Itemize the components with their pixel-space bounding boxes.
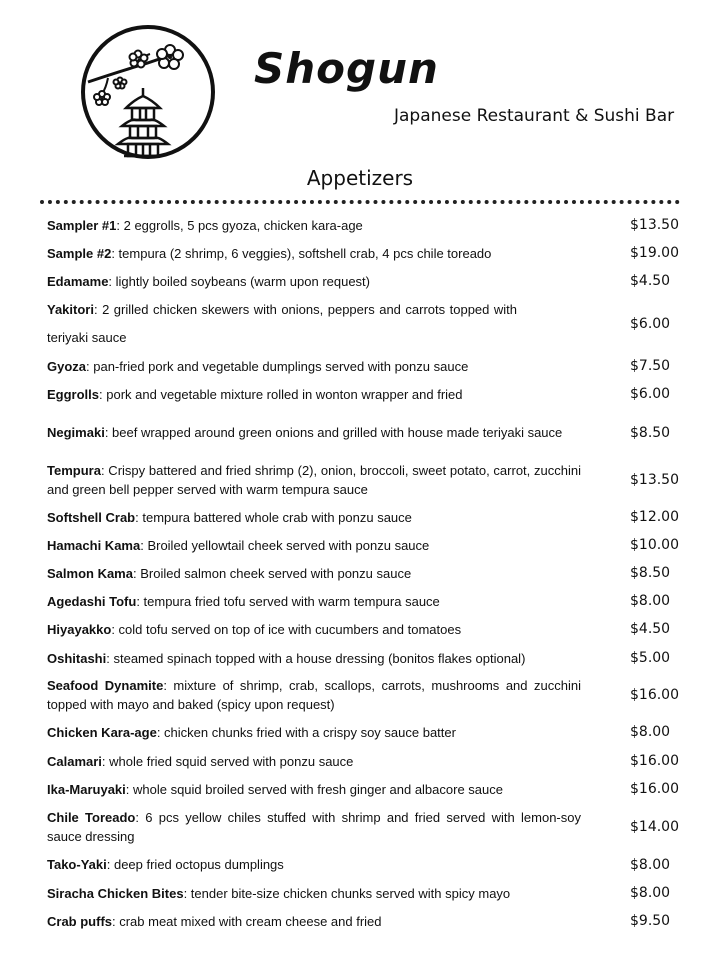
menu-item-price: $16.00 [630, 753, 679, 769]
menu-item-text: : deep fried octopus dumplings [106, 857, 284, 872]
menu-item-description [47, 461, 581, 499]
menu-item-description [47, 676, 581, 714]
menu-item-description [47, 508, 581, 527]
menu-item-price: $16.00 [630, 687, 679, 703]
menu-item-price: $8.00 [630, 885, 671, 901]
menu-item-name: Hiyayakko [47, 621, 112, 637]
menu-item-name: Edamame [47, 273, 109, 289]
menu-item-price: $9.50 [630, 913, 671, 929]
menu-item [47, 380, 687, 408]
menu-item-name: Sample #2 [47, 245, 112, 261]
menu-item [47, 775, 687, 803]
menu-item-price: $7.50 [630, 358, 671, 374]
menu-item-text: : 2 grilled chicken skewers with onions, peppers and carrots topped with teriyaki sauce [47, 301, 517, 345]
menu-item-name: Agedashi Tofu [47, 593, 137, 609]
menu-item-price: $8.00 [630, 856, 671, 873]
menu-item-name: Oshitashi [47, 650, 107, 666]
menu-item-description [47, 385, 581, 404]
menu-item-price: $8.50 [630, 424, 671, 441]
menu-item-description [47, 912, 581, 931]
menu-item-description [47, 216, 581, 235]
menu-item-description [47, 564, 581, 583]
menu-item [47, 267, 687, 295]
menu-item-description [47, 423, 581, 442]
menu-item-description [47, 357, 581, 376]
menu-item-name: Yakitori [47, 301, 94, 317]
menu-item-description [47, 536, 581, 555]
pagoda-blossom-logo-icon [78, 22, 218, 162]
menu-item-text: : lightly boiled soybeans (warm upon request) [108, 273, 371, 289]
menu-item-price: $19.00 [630, 245, 679, 261]
menu-item-description [47, 808, 581, 846]
menu-item [47, 673, 687, 717]
menu-item-text: : Broiled salmon cheek served with ponzu sauce [132, 565, 412, 581]
menu-item-price: $10.00 [630, 537, 679, 553]
menu-item-name: Siracha Chicken Bites [47, 885, 184, 901]
menu-item [47, 907, 687, 935]
menu-item-text: : cold tofu served on top of ice with cucumbers and tomatoes [111, 621, 462, 637]
menu-item [47, 531, 687, 559]
menu-item [47, 587, 687, 615]
menu-item-description [47, 296, 517, 352]
menu-item-price: $13.50 [630, 217, 679, 233]
menu-item-text: : tempura battered whole crab with ponzu sauce [135, 509, 412, 525]
menu-item [47, 643, 687, 673]
menu-item-text: : Crispy battered and fried shrimp (2), onion, broccoli, sweet potato, carrot, zucchini and green bell pepper served with warm tempura sauce [47, 463, 581, 497]
menu-item-text: : beef wrapped around green onions and grilled with house made teriyaki sauce [104, 425, 563, 440]
menu-item-text: : pan-fried pork and vegetable dumplings served with ponzu sauce [86, 358, 469, 374]
menu-item-description [47, 752, 581, 771]
menu-item-name: Salmon Kama [47, 565, 133, 581]
menu-item [47, 408, 687, 457]
menu-item-name: Tako-Yaki [47, 857, 107, 872]
menu-item-price: $8.50 [630, 565, 671, 581]
menu-item-price: $8.00 [630, 724, 671, 740]
menu-item-price: $8.00 [630, 593, 671, 609]
menu-item-description [47, 649, 581, 668]
menu-item-name: Hamachi Kama [47, 537, 141, 553]
menu-item [47, 295, 687, 352]
menu-item-name: Calamari [47, 753, 102, 769]
menu-item [47, 503, 687, 531]
menu-item-price: $14.00 [630, 818, 679, 835]
menu-item-description [47, 272, 581, 291]
menu-item-name: Tempura [47, 463, 101, 478]
menu-item-text: : crab meat mixed with cream cheese and fried [112, 913, 382, 929]
menu-item-text: : tempura fried tofu served with warm tempura sauce [136, 593, 440, 609]
menu-item-description [47, 855, 581, 874]
menu-item [47, 850, 687, 879]
menu-item-price: $6.00 [630, 386, 671, 402]
menu-item [47, 747, 687, 775]
menu-item-price: $4.50 [630, 621, 671, 637]
menu-item-description [47, 780, 581, 799]
menu-item [47, 352, 687, 380]
menu-item-text: : whole squid broiled served with fresh ginger and albacore sauce [125, 781, 503, 797]
menu-item [47, 559, 687, 587]
menu-item-price: $16.00 [630, 781, 679, 797]
menu-item-text: : 6 pcs yellow chiles stuffed with shrimp and fried served with lemon-soy sauce dressing [47, 809, 581, 844]
menu-item-description [47, 244, 581, 263]
menu-item-name: Ika-Maruyaki [47, 781, 126, 797]
menu-item-price: $13.50 [630, 472, 679, 488]
menu-list [47, 211, 687, 935]
menu-item-text: : mixture of shrimp, crab, scallops, carrots, mushrooms and zucchini topped with mayo and baked (spicy upon request) [47, 678, 581, 712]
dotted-divider [40, 200, 680, 204]
menu-item-name: Sampler #1 [47, 217, 117, 233]
menu-item-description [47, 723, 581, 742]
menu-item-text: : steamed spinach topped with a house dressing (bonitos flakes optional) [106, 650, 526, 666]
menu-item-description [47, 592, 581, 611]
menu-item-name: Eggrolls [47, 386, 100, 402]
menu-item-text: : whole fried squid served with ponzu sauce [101, 753, 354, 769]
menu-item-price: $5.00 [630, 650, 671, 666]
menu-item [47, 615, 687, 643]
menu-item [47, 879, 687, 907]
menu-item [47, 239, 687, 267]
menu-item-name: Crab puffs [47, 913, 112, 929]
menu-item-text: : pork and vegetable mixture rolled in wonton wrapper and fried [99, 386, 463, 402]
menu-item [47, 211, 687, 239]
restaurant-tagline: Japanese Restaurant & Sushi Bar [394, 106, 675, 126]
menu-item-price: $4.50 [630, 273, 671, 289]
menu-item [47, 717, 687, 747]
menu-item-name: Negimaki [47, 425, 105, 440]
menu-item-description [47, 884, 581, 903]
section-title: Appetizers [306, 166, 414, 190]
menu-item-text: : 2 eggrolls, 5 pcs gyoza, chicken kara-age [116, 217, 363, 233]
menu-item-text: : Broiled yellowtail cheek served with ponzu sauce [140, 537, 430, 553]
menu-item-description [47, 620, 581, 639]
menu-item-text: : tempura (2 shrimp, 6 veggies), softshell crab, 4 pcs chile toreado [111, 245, 492, 261]
menu-item-name: Gyoza [47, 358, 87, 374]
menu-item [47, 457, 687, 503]
restaurant-name: Shogun [254, 44, 439, 93]
menu-item-name: Softshell Crab [47, 509, 136, 525]
menu-item-text: : chicken chunks fried with a crispy soy sauce batter [156, 724, 456, 740]
menu-item-text: : tender bite-size chicken chunks served with spicy mayo [183, 885, 511, 901]
menu-item [47, 803, 687, 850]
menu-item-price: $6.00 [630, 315, 671, 332]
menu-item-name: Chicken Kara-age [47, 724, 157, 740]
menu-item-name: Seafood Dynamite [47, 678, 164, 693]
menu-item-price: $12.00 [630, 509, 679, 525]
menu-item-name: Chile Toreado [47, 809, 136, 825]
